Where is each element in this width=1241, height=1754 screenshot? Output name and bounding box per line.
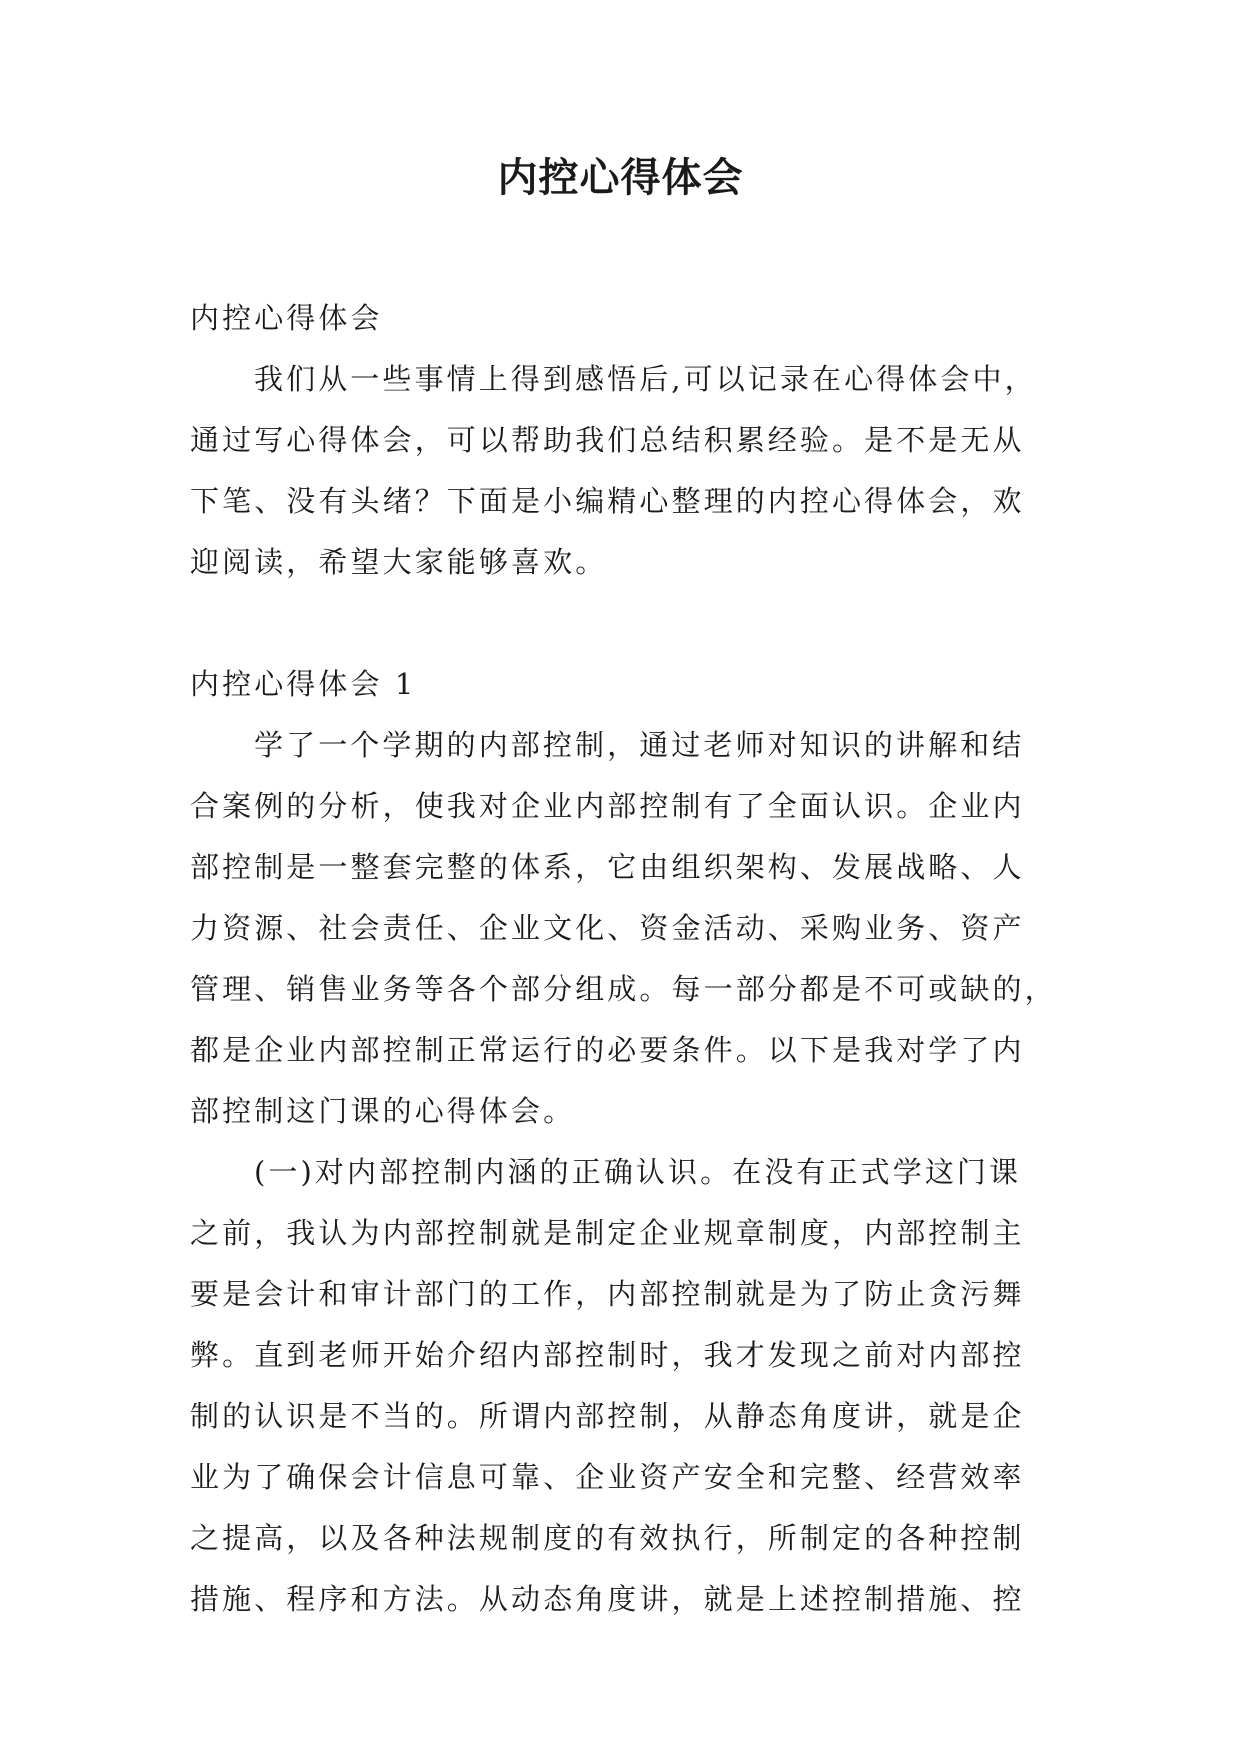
page-title: 内控心得体会: [497, 155, 744, 201]
body-line: (一)对内部控制内涵的正确认识。在没有正式学这门课: [254, 1155, 1022, 1189]
body-line: 部控制是一整套完整的体系，它由组织架构、发展战略、人: [190, 850, 1025, 884]
body-line: 部控制这门课的心得体会。: [190, 1094, 576, 1128]
body-line: 管理、销售业务等各个部分组成。每一部分都是不可或缺的，: [190, 972, 1057, 1006]
intro-line: 下笔、没有头绪？下面是小编精心整理的内控心得体会，欢: [190, 484, 1025, 518]
intro-line: 迎阅读，希望大家能够喜欢。: [190, 545, 608, 579]
body-line: 措施、程序和方法。从动态角度讲，就是上述控制措施、控: [190, 1582, 1025, 1616]
paragraph-spacer: [190, 593, 1050, 654]
body-line: 都是企业内部控制正常运行的必要条件。以下是我对学了内: [190, 1033, 1025, 1067]
document-body: [190, 288, 1057, 1630]
body-line: 学了一个学期的内部控制，通过老师对知识的讲解和结: [254, 728, 1025, 762]
body-line: 业为了确保会计信息可靠、企业资产安全和完整、经营效率: [190, 1460, 1025, 1494]
intro-line: 我们从一些事情上得到感悟后,可以记录在心得体会中，: [254, 362, 1037, 396]
body-line: 之前，我认为内部控制就是制定企业规章制度，内部控制主: [190, 1216, 1025, 1250]
body-line: 合案例的分析，使我对企业内部控制有了全面认识。企业内: [190, 789, 1025, 823]
section-heading: 内控心得体会 1: [190, 667, 417, 701]
body-line: 之提高，以及各种法规制度的有效执行，所制定的各种控制: [190, 1521, 1025, 1555]
body-line: 力资源、社会责任、企业文化、资金活动、采购业务、资产: [190, 911, 1025, 945]
body-line: 要是会计和审计部门的工作，内部控制就是为了防止贪污舞: [190, 1277, 1025, 1311]
body-line: 制的认识是不当的。所谓内部控制，从静态角度讲，就是企: [190, 1399, 1025, 1433]
intro-line: 通过写心得体会，可以帮助我们总结积累经验。是不是无从: [190, 423, 1025, 457]
body-line: 弊。直到老师开始介绍内部控制时，我才发现之前对内部控: [190, 1338, 1025, 1372]
subtitle: 内控心得体会: [190, 301, 383, 335]
